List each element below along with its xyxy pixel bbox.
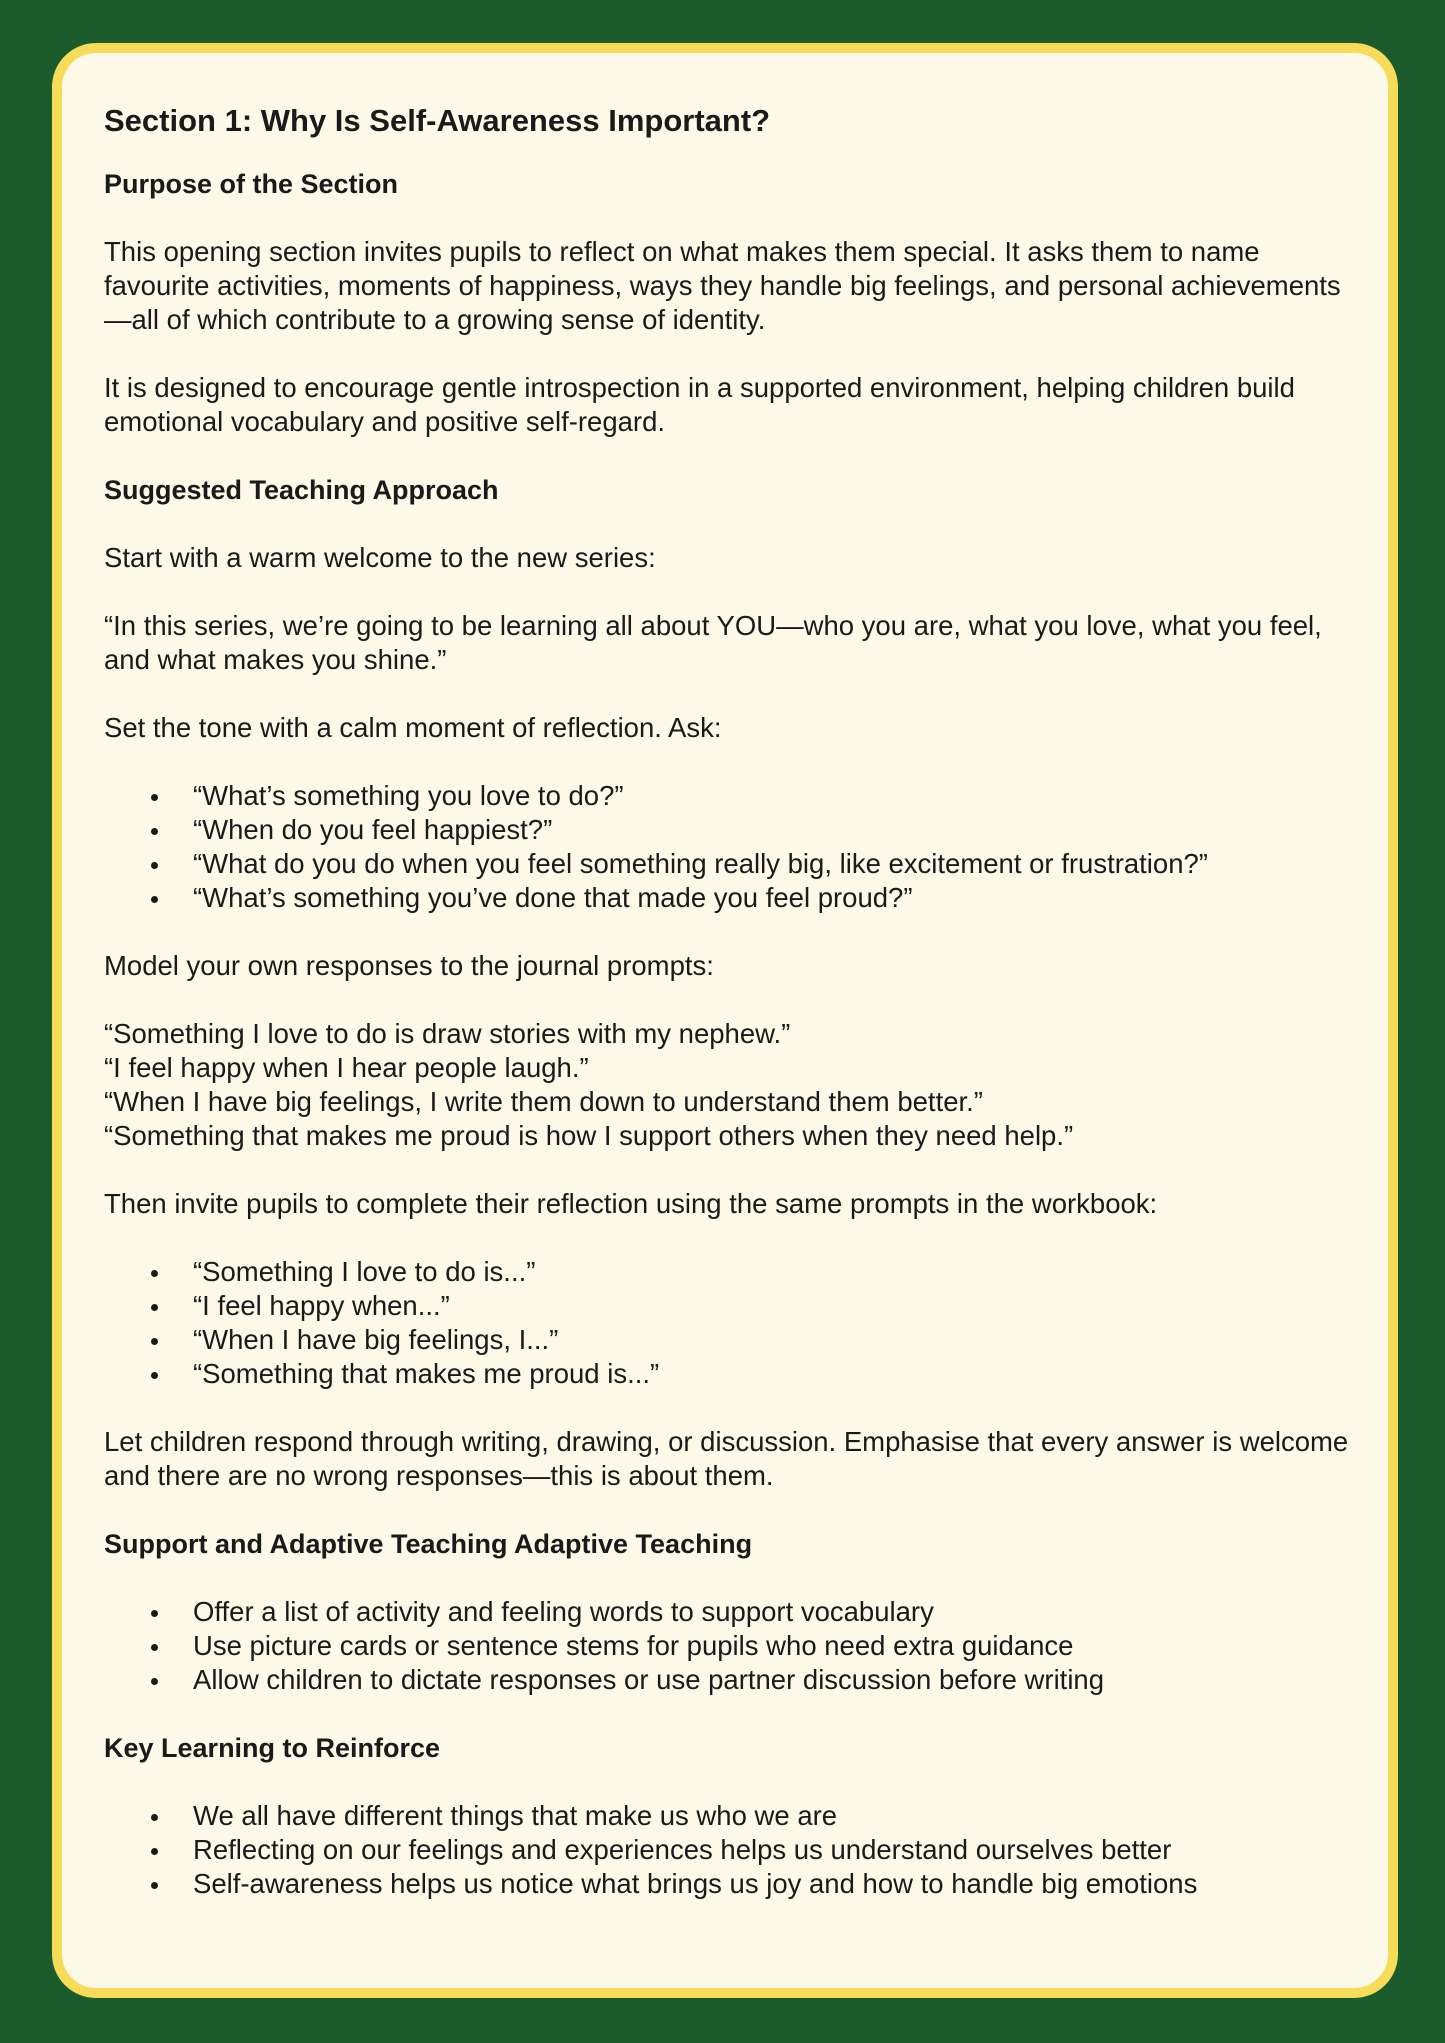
approach-heading: Suggested Teaching Approach (104, 475, 499, 505)
list-item: “What do you do when you feel something really big, like excitement or frustration?” (104, 847, 1354, 881)
welcome-quote: “In this series, we’re going to be learning all about YOU—who you are, what you love, what you feel, and what makes you shine.” (104, 610, 1322, 675)
model-response-line: “I feel happy when I hear people laugh.” (104, 1052, 589, 1083)
model-responses (104, 1017, 1354, 1153)
prompts-list (104, 1255, 1354, 1391)
purpose-paragraph: It is designed to encourage gentle introspection in a supported environment, helping children build emotional vocabulary and positive self-regard. (104, 372, 1295, 437)
reflection-intro: Set the tone with a calm moment of reflection. Ask: (104, 712, 722, 743)
list-item: “Something that makes me proud is...” (104, 1357, 1354, 1391)
page-title: Section 1: Why Is Self-Awareness Important? (104, 103, 771, 138)
approach-intro: Start with a warm welcome to the new series: (104, 542, 656, 573)
list-item: “When I have big feelings, I...” (104, 1323, 1354, 1357)
list-item: Reflecting on our feelings and experiences helps us understand ourselves better (104, 1833, 1354, 1867)
key-learning-heading: Key Learning to Reinforce (104, 1733, 441, 1763)
list-item: “What’s something you love to do?” (104, 779, 1354, 813)
key-learning-list (104, 1799, 1354, 1901)
list-item: Allow children to dictate responses or use partner discussion before writing (104, 1663, 1354, 1697)
model-response-line: “Something I love to do is draw stories with my nephew.” (104, 1018, 791, 1049)
invite-intro: Then invite pupils to complete their reflection using the same prompts in the workbook: (104, 1188, 1158, 1219)
purpose-paragraph: This opening section invites pupils to reflect on what makes them special. It asks them to name favourite activities, moments of happiness, ways they handle big feelings, and personal achievements—all of which contribute to a growing sense of identity. (104, 236, 1341, 335)
list-item: Offer a list of activity and feeling words to support vocabulary (104, 1595, 1354, 1629)
support-heading: Support and Adaptive Teaching Adaptive Teaching (104, 1529, 753, 1559)
support-list (104, 1595, 1354, 1697)
list-item: Self-awareness helps us notice what brings us joy and how to handle big emotions (104, 1867, 1354, 1901)
list-item: “I feel happy when...” (104, 1289, 1354, 1323)
list-item: Use picture cards or sentence stems for pupils who need extra guidance (104, 1629, 1354, 1663)
reflection-questions-list (104, 779, 1354, 915)
purpose-heading: Purpose of the Section (104, 169, 399, 199)
closing-paragraph: Let children respond through writing, drawing, or discussion. Emphasise that every answer is welcome and there are no wrong responses—this is about them. (104, 1426, 1349, 1491)
model-response-line: “Something that makes me proud is how I support others when they need help.” (104, 1120, 1074, 1151)
list-item: “When do you feel happiest?” (104, 813, 1354, 847)
list-item: “What’s something you’ve done that made you feel proud?” (104, 881, 1354, 915)
model-intro: Model your own responses to the journal prompts: (104, 950, 714, 981)
document-content (104, 100, 1354, 1901)
list-item: “Something I love to do is...” (104, 1255, 1354, 1289)
model-response-line: “When I have big feelings, I write them down to understand them better.” (104, 1086, 983, 1117)
list-item: We all have different things that make us who we are (104, 1799, 1354, 1833)
